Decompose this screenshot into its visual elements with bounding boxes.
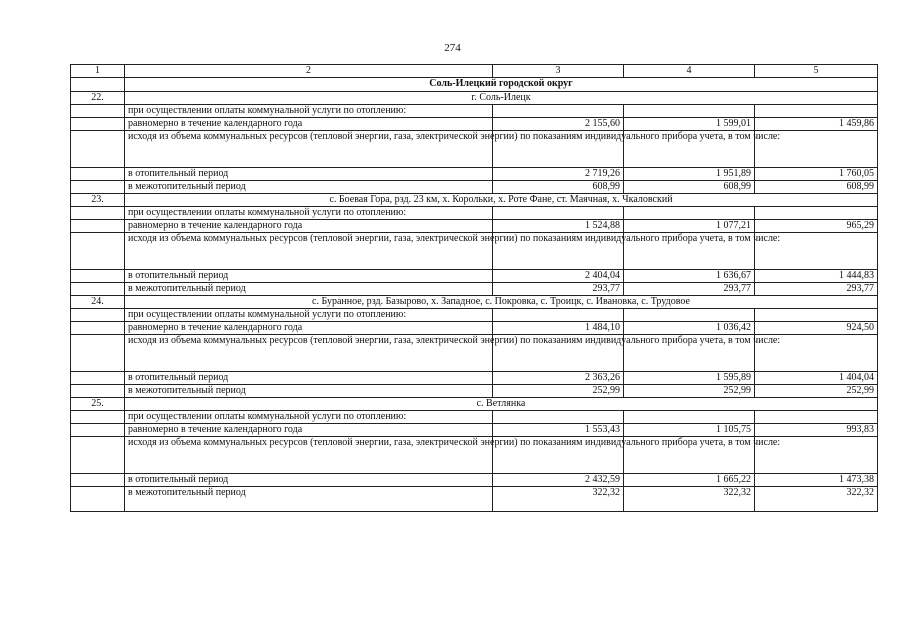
row-label: при осуществлении оплаты коммунальной услуги по отоплению:	[125, 105, 493, 118]
value-cell: 924,50	[755, 322, 878, 335]
row-label: исходя из объема коммунальных ресурсов (тепловой энергии, газа, электрической энергии) по показаниям индивидуального прибора учета, в том числе:	[125, 335, 493, 372]
blank-cell	[755, 309, 878, 322]
column-header: 3	[493, 65, 624, 78]
value-cell: 1 036,42	[624, 322, 755, 335]
row-label: в межотопительный период	[125, 385, 493, 398]
heating-season-row	[71, 372, 878, 385]
blank-cell	[71, 220, 125, 233]
column-header: 2	[125, 65, 493, 78]
value-cell: 1 404,04	[755, 372, 878, 385]
page-number: 274	[444, 42, 461, 54]
row-label: в отопительный период	[125, 168, 493, 181]
metered-row	[71, 437, 878, 474]
tariff-table	[70, 64, 878, 512]
uniform-row	[71, 220, 878, 233]
heating-season-row	[71, 270, 878, 283]
section-header-row	[71, 194, 878, 207]
value-cell: 1 665,22	[624, 474, 755, 487]
section-header-row	[71, 296, 878, 309]
value-cell: 1 459,86	[755, 118, 878, 131]
value-cell: 1 524,88	[493, 220, 624, 233]
row-label: при осуществлении оплаты коммунальной услуги по отоплению:	[125, 309, 493, 322]
row-label: исходя из объема коммунальных ресурсов (тепловой энергии, газа, электрической энергии) по показаниям индивидуального прибора учета, в том числе:	[125, 437, 493, 474]
blank-cell	[71, 335, 125, 372]
value-cell: 322,32	[493, 487, 624, 512]
section-location: с. Буранное, рзд. Базырово, х. Западное, с. Покровка, с. Троицк, с. Ивановка, с. Трудовое	[125, 296, 878, 309]
value-cell: 293,77	[493, 283, 624, 296]
blank-cell	[71, 181, 125, 194]
blank-cell	[624, 309, 755, 322]
blank-cell	[493, 207, 624, 220]
region-title: Соль-Илецкий городской округ	[125, 78, 878, 92]
blank-cell	[71, 411, 125, 424]
value-cell: 1 599,01	[624, 118, 755, 131]
value-cell: 1 484,10	[493, 322, 624, 335]
value-cell: 993,83	[755, 424, 878, 437]
row-label: равномерно в течение календарного года	[125, 220, 493, 233]
blank-cell	[71, 105, 125, 118]
blank-cell	[755, 105, 878, 118]
heating-intro-row	[71, 105, 878, 118]
heating-intro-row	[71, 309, 878, 322]
blank-cell	[71, 322, 125, 335]
row-label: равномерно в течение календарного года	[125, 322, 493, 335]
off-season-row	[71, 181, 878, 194]
blank-cell	[71, 487, 125, 512]
metered-row	[71, 335, 878, 372]
value-cell: 252,99	[624, 385, 755, 398]
blank-cell	[71, 168, 125, 181]
heating-season-row	[71, 474, 878, 487]
blank-cell	[493, 105, 624, 118]
blank-cell	[71, 118, 125, 131]
value-cell: 2 363,26	[493, 372, 624, 385]
value-cell: 1 473,38	[755, 474, 878, 487]
metered-row	[71, 131, 878, 168]
section-header-row	[71, 92, 878, 105]
value-cell: 608,99	[755, 181, 878, 194]
uniform-row	[71, 118, 878, 131]
blank-cell	[71, 385, 125, 398]
off-season-row	[71, 487, 878, 512]
value-cell: 322,32	[755, 487, 878, 512]
column-header: 1	[71, 65, 125, 78]
value-cell: 1 077,21	[624, 220, 755, 233]
blank-cell	[755, 207, 878, 220]
value-cell: 252,99	[493, 385, 624, 398]
blank-cell	[71, 270, 125, 283]
blank-cell	[624, 411, 755, 424]
off-season-row	[71, 283, 878, 296]
value-cell: 608,99	[624, 181, 755, 194]
blank-cell	[624, 105, 755, 118]
section-header-row	[71, 398, 878, 411]
value-cell: 2 719,26	[493, 168, 624, 181]
value-cell: 252,99	[755, 385, 878, 398]
row-label: исходя из объема коммунальных ресурсов (тепловой энергии, газа, электрической энергии) по показаниям индивидуального прибора учета, в том числе:	[125, 131, 493, 168]
blank-cell	[71, 207, 125, 220]
region-row	[71, 78, 878, 92]
value-cell: 2 155,60	[493, 118, 624, 131]
column-header: 5	[755, 65, 878, 78]
row-label: равномерно в течение календарного года	[125, 118, 493, 131]
row-label: при осуществлении оплаты коммунальной услуги по отоплению:	[125, 411, 493, 424]
column-header: 4	[624, 65, 755, 78]
metered-row	[71, 233, 878, 270]
off-season-row	[71, 385, 878, 398]
blank-cell	[71, 424, 125, 437]
value-cell: 1 444,83	[755, 270, 878, 283]
blank-cell	[71, 474, 125, 487]
section-number: 25.	[71, 398, 125, 411]
section-number: 24.	[71, 296, 125, 309]
region-row-blank	[71, 78, 125, 92]
value-cell: 965,29	[755, 220, 878, 233]
uniform-row	[71, 322, 878, 335]
blank-cell	[71, 309, 125, 322]
row-label: в отопительный период	[125, 270, 493, 283]
row-label: в отопительный период	[125, 474, 493, 487]
value-cell: 1 105,75	[624, 424, 755, 437]
section-location: г. Соль-Илецк	[125, 92, 878, 105]
heating-intro-row	[71, 207, 878, 220]
blank-cell	[624, 207, 755, 220]
value-cell: 2 404,04	[493, 270, 624, 283]
blank-cell	[71, 437, 125, 474]
row-label: при осуществлении оплаты коммунальной услуги по отоплению:	[125, 207, 493, 220]
value-cell: 1 760,05	[755, 168, 878, 181]
row-label: равномерно в течение календарного года	[125, 424, 493, 437]
blank-cell	[755, 411, 878, 424]
heating-season-row	[71, 168, 878, 181]
blank-cell	[71, 131, 125, 168]
blank-cell	[71, 233, 125, 270]
value-cell: 1 553,43	[493, 424, 624, 437]
row-label: в отопительный период	[125, 372, 493, 385]
blank-cell	[71, 372, 125, 385]
section-location: с. Боевая Гора, рзд. 23 км, х. Корольки, х. Роте Фане, ст. Маячная, х. Чкаловский	[125, 194, 878, 207]
row-label: исходя из объема коммунальных ресурсов (тепловой энергии, газа, электрической энергии) по показаниям индивидуального прибора учета, в том числе:	[125, 233, 493, 270]
blank-cell	[493, 309, 624, 322]
value-cell: 293,77	[755, 283, 878, 296]
row-label: в межотопительный период	[125, 181, 493, 194]
value-cell: 322,32	[624, 487, 755, 512]
row-label: в межотопительный период	[125, 487, 493, 512]
section-number: 22.	[71, 92, 125, 105]
value-cell: 2 432,59	[493, 474, 624, 487]
heating-intro-row	[71, 411, 878, 424]
value-cell: 1 951,89	[624, 168, 755, 181]
section-number: 23.	[71, 194, 125, 207]
section-location: с. Ветлянка	[125, 398, 878, 411]
blank-cell	[71, 283, 125, 296]
value-cell: 608,99	[493, 181, 624, 194]
blank-cell	[493, 411, 624, 424]
row-label: в межотопительный период	[125, 283, 493, 296]
column-header-row	[71, 65, 878, 78]
value-cell: 1 595,89	[624, 372, 755, 385]
value-cell: 293,77	[624, 283, 755, 296]
value-cell: 1 636,67	[624, 270, 755, 283]
uniform-row	[71, 424, 878, 437]
